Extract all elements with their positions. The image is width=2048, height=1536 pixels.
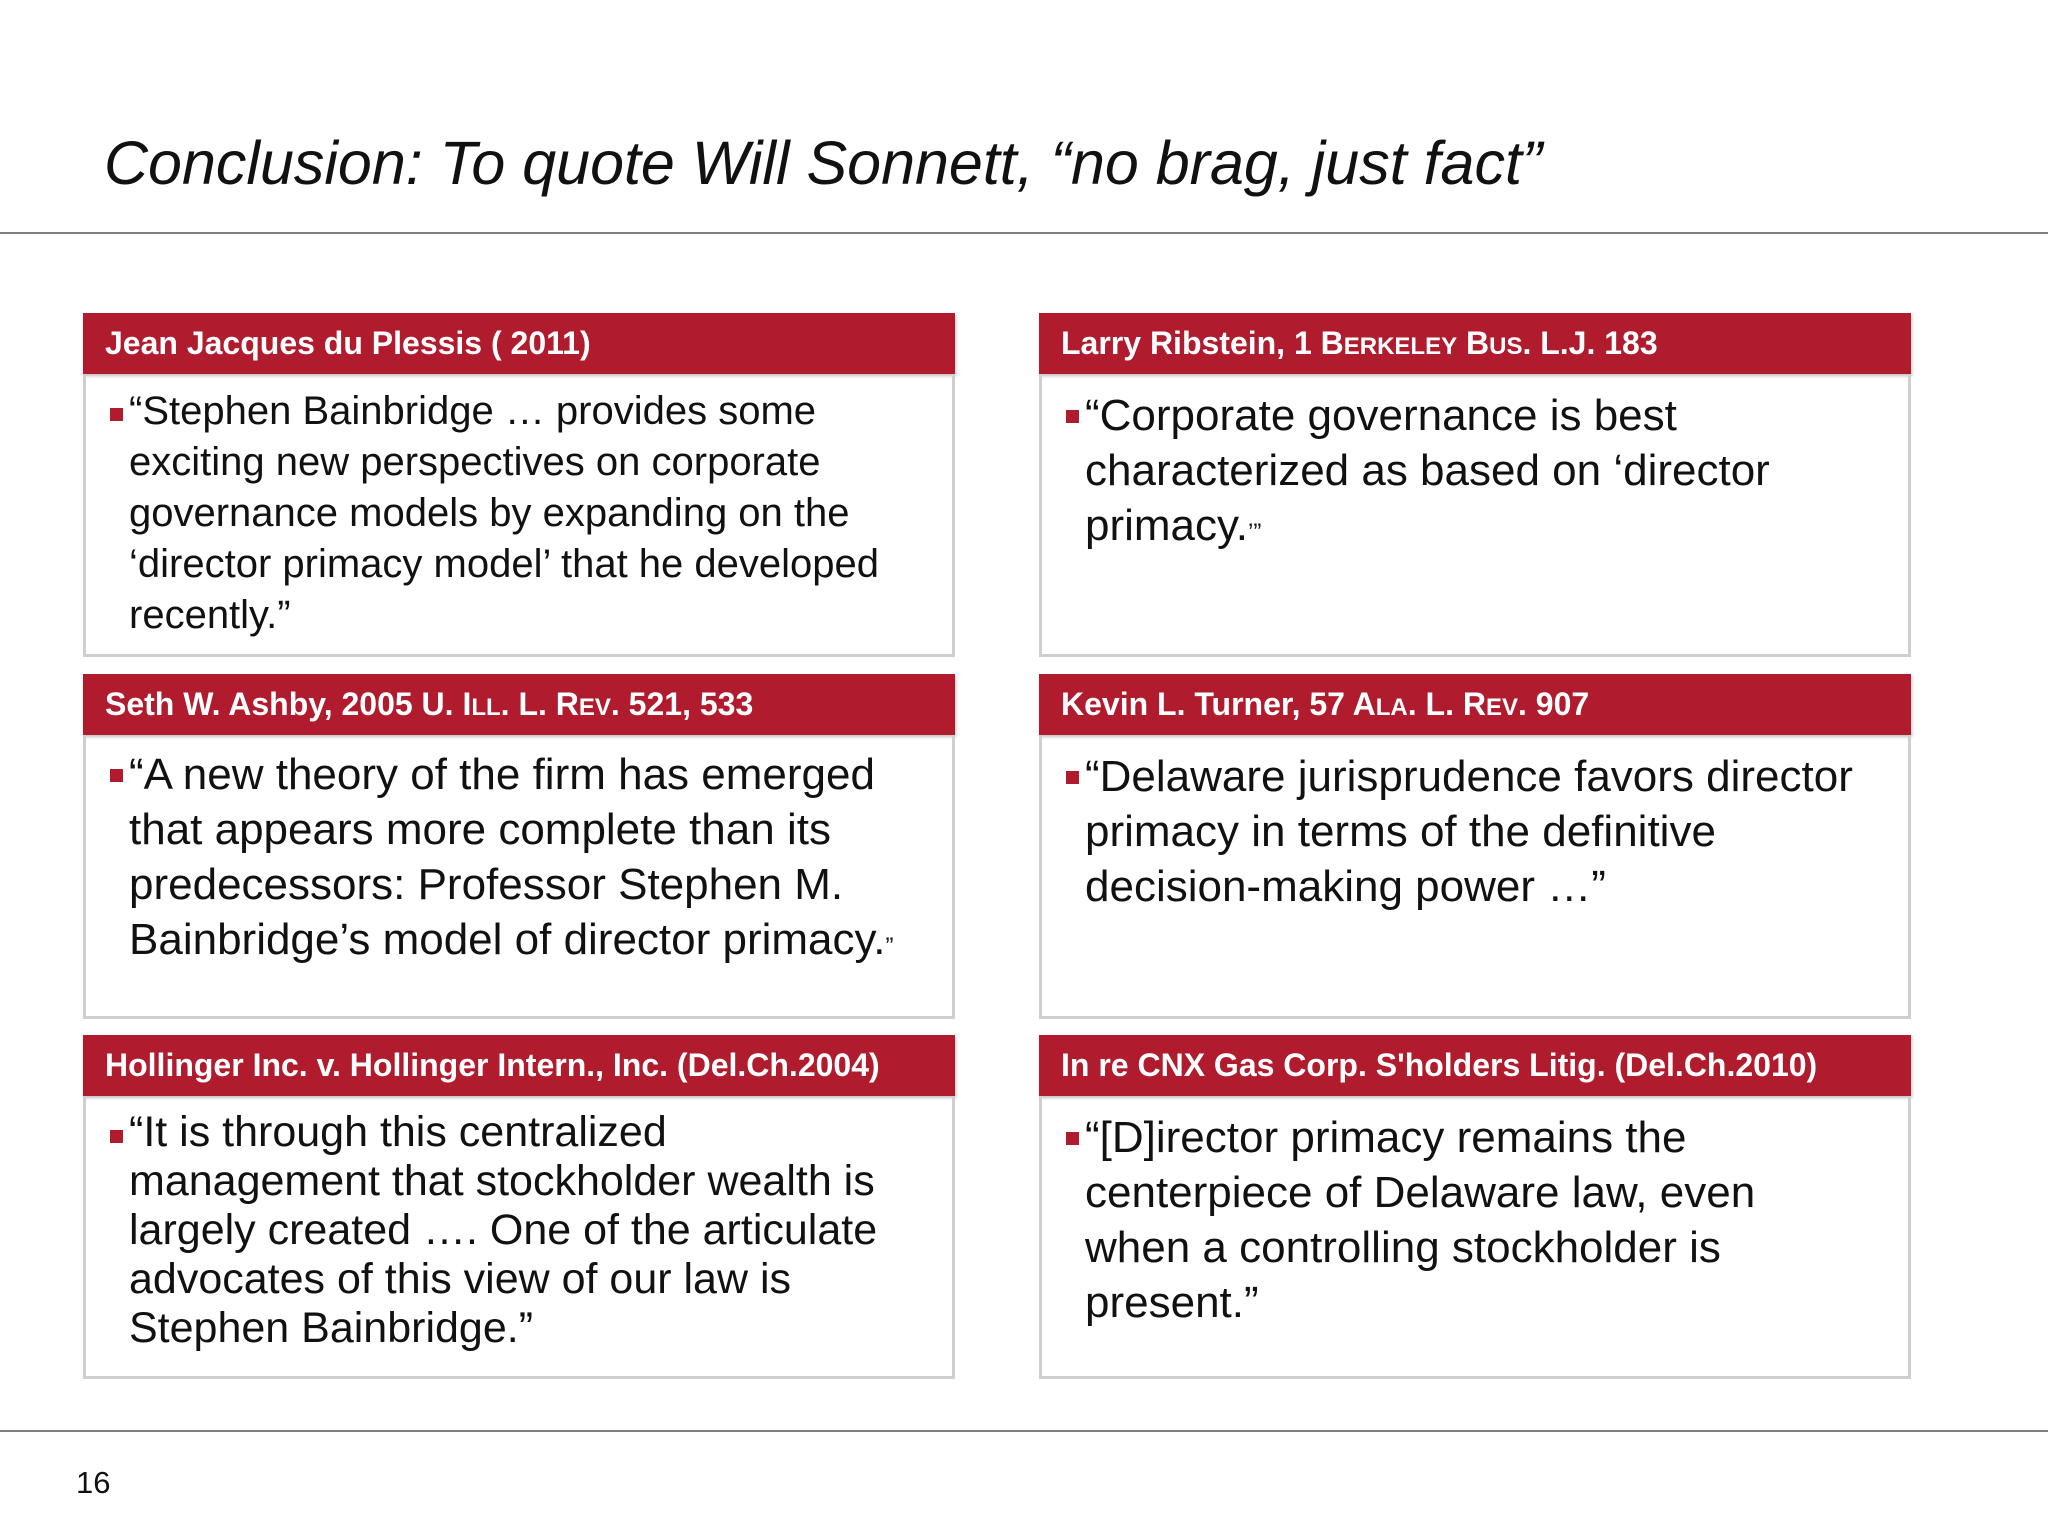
card-heading: Kevin L. Turner, 57 ALA. L. REV. 907 bbox=[1039, 674, 1911, 735]
square-bullet-icon bbox=[110, 1130, 123, 1143]
card-heading: Seth W. Ashby, 2005 U. ILL. L. REV. 521, 533 bbox=[83, 674, 955, 735]
quote-line: present.” bbox=[1085, 1278, 1259, 1327]
quote-card-du-plessis bbox=[83, 313, 955, 657]
quote-line: primacy.’” bbox=[1085, 501, 1262, 550]
quote-card-hollinger bbox=[83, 1035, 955, 1379]
square-bullet-icon bbox=[1066, 1132, 1079, 1145]
quote-card-ribstein bbox=[1039, 313, 1911, 657]
quote-item bbox=[1066, 388, 1888, 560]
card-heading: In re CNX Gas Corp. S'holders Litig. (Del.Ch.2010) bbox=[1039, 1035, 1911, 1096]
quote-item bbox=[110, 747, 932, 974]
footer-divider bbox=[0, 1430, 2048, 1432]
quote-line: “Delaware jurisprudence favors director bbox=[1085, 752, 1853, 801]
quote-text bbox=[129, 747, 932, 974]
square-bullet-icon bbox=[1066, 771, 1079, 784]
quote-card-turner bbox=[1039, 674, 1911, 1019]
quote-item bbox=[1066, 1110, 1888, 1330]
quote-card-cnx-gas bbox=[1039, 1035, 1911, 1379]
quote-line: advocates of this view of our law is bbox=[129, 1255, 792, 1303]
quote-line: recently.” bbox=[129, 593, 291, 637]
quote-line: ‘director primacy model’ that he developed bbox=[129, 542, 880, 586]
card-body bbox=[83, 1096, 955, 1379]
quote-line: that appears more complete than its bbox=[129, 805, 831, 854]
quote-line: exciting new perspectives on corporate bbox=[129, 440, 821, 484]
quote-item bbox=[110, 1108, 932, 1353]
slide-title: Conclusion: To quote Will Sonnett, “no brag, just fact” bbox=[104, 129, 1543, 197]
quote-text bbox=[129, 386, 932, 641]
card-heading: Jean Jacques du Plessis ( 2011) bbox=[83, 313, 955, 374]
quote-line: largely created …. One of the articulate bbox=[129, 1206, 878, 1254]
quote-line: predecessors: Professor Stephen M. bbox=[129, 860, 844, 909]
card-body bbox=[1039, 1096, 1911, 1379]
card-body bbox=[83, 374, 955, 657]
quote-text bbox=[1085, 388, 1888, 560]
quote-line: decision-making power …” bbox=[1085, 862, 1606, 911]
quote-line: management that stockholder wealth is bbox=[129, 1157, 875, 1205]
quote-line: Bainbridge’s model of director primacy.” bbox=[129, 915, 894, 964]
quote-card-ashby bbox=[83, 674, 955, 1019]
card-body bbox=[83, 735, 955, 1019]
square-bullet-icon bbox=[1066, 410, 1079, 423]
quote-line: when a controlling stockholder is bbox=[1085, 1223, 1721, 1272]
quote-line: “[D]irector primacy remains the bbox=[1085, 1113, 1687, 1162]
card-body bbox=[1039, 374, 1911, 657]
quote-text bbox=[1085, 1110, 1888, 1330]
quote-text bbox=[129, 1108, 932, 1353]
quote-line: centerpiece of Delaware law, even bbox=[1085, 1168, 1756, 1217]
quote-line: characterized as based on ‘director bbox=[1085, 446, 1770, 495]
page-number: 16 bbox=[76, 1465, 111, 1500]
quote-text bbox=[1085, 749, 1888, 914]
quote-line: “A new theory of the firm has emerged bbox=[129, 750, 875, 799]
quote-line: Stephen Bainbridge.” bbox=[129, 1304, 534, 1352]
square-bullet-icon bbox=[110, 769, 123, 782]
quote-line: “Corporate governance is best bbox=[1085, 391, 1677, 440]
quote-line: governance models by expanding on the bbox=[129, 491, 850, 535]
card-body bbox=[1039, 735, 1911, 1019]
quote-line: “Stephen Bainbridge … provides some bbox=[129, 389, 817, 433]
square-bullet-icon bbox=[110, 408, 123, 421]
quote-item bbox=[110, 386, 932, 641]
quote-item bbox=[1066, 749, 1888, 914]
quote-line: primacy in terms of the definitive bbox=[1085, 807, 1716, 856]
card-heading: Hollinger Inc. v. Hollinger Intern., Inc. (Del.Ch.2004) bbox=[83, 1035, 955, 1096]
title-divider bbox=[0, 232, 2048, 234]
card-heading: Larry Ribstein, 1 BERKELEY BUS. L.J. 183 bbox=[1039, 313, 1911, 374]
quote-line: “It is through this centralized bbox=[129, 1108, 667, 1156]
